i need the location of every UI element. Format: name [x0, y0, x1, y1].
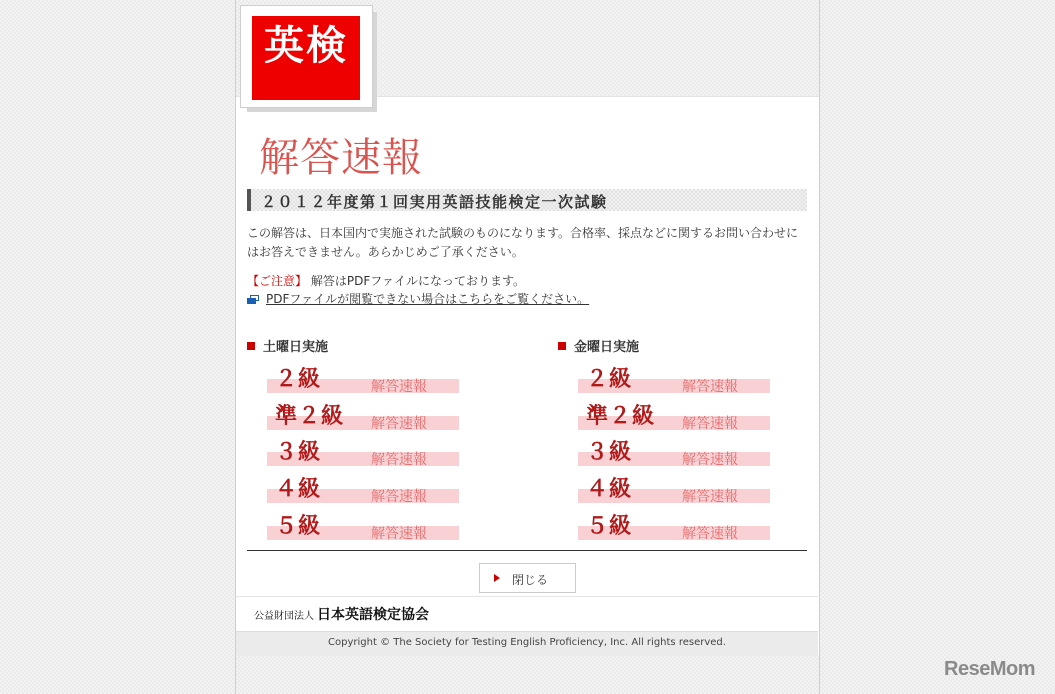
grade-label: ３級: [586, 440, 633, 465]
saturday-grade-pre2-link[interactable]: [267, 401, 459, 433]
answer-link[interactable]: 解答速報: [682, 379, 738, 395]
grade-label: ３級: [275, 440, 322, 465]
friday-header: [558, 340, 798, 358]
copyright-bar: [236, 631, 818, 656]
grade-label: ２級: [586, 367, 633, 392]
pdf-help-row: [247, 290, 589, 308]
friday-grade-5-link[interactable]: [578, 511, 770, 543]
organization-name: [254, 604, 429, 624]
exam-title-bar: [247, 189, 807, 211]
close-button-label: 閉じる: [512, 573, 549, 587]
section-divider: [247, 550, 807, 551]
org-main-name: 日本英語検定協会: [317, 607, 429, 623]
resemom-watermark: ReseMom: [944, 658, 1035, 680]
logo-text: 英検: [264, 23, 348, 69]
grade-label: 準２級: [586, 404, 656, 429]
grade-label: ５級: [275, 514, 322, 539]
answer-link[interactable]: 解答速報: [371, 526, 427, 542]
eiken-logo: [252, 16, 360, 100]
answer-link[interactable]: 解答速報: [371, 489, 427, 505]
saturday-grade-5-link[interactable]: [267, 511, 459, 543]
saturday-grade-3-link[interactable]: [267, 437, 459, 469]
caution-text: 解答はPDFファイルになっております。: [310, 274, 526, 288]
answer-link[interactable]: 解答速報: [371, 416, 427, 432]
org-prefix: 公益財団法人: [254, 611, 314, 622]
caution-line: [247, 272, 525, 290]
page-title: 解答速報: [259, 135, 423, 181]
answer-link[interactable]: 解答速報: [371, 452, 427, 468]
grade-label: ４級: [586, 477, 633, 502]
grade-label: 準２級: [275, 404, 345, 429]
grade-label: ４級: [275, 477, 322, 502]
friday-grade-4-link[interactable]: [578, 474, 770, 506]
answer-link[interactable]: 解答速報: [682, 416, 738, 432]
answer-link[interactable]: 解答速報: [682, 489, 738, 505]
exam-title: ２０１２年度第１回実用英語技能検定一次試験: [261, 193, 608, 211]
friday-grade-3-link[interactable]: [578, 437, 770, 469]
red-square-bullet-icon: [558, 342, 566, 350]
window-link-icon: [247, 295, 260, 304]
copyright-text: Copyright © The Society for Testing English Proficiency, Inc. All rights reserved.: [328, 637, 726, 648]
friday-grade-pre2-link[interactable]: [578, 401, 770, 433]
grade-label: ２級: [275, 367, 322, 392]
footer-divider: [235, 596, 818, 597]
answer-link[interactable]: 解答速報: [682, 452, 738, 468]
answer-link[interactable]: 解答速報: [682, 526, 738, 542]
saturday-header-label: 土曜日実施: [263, 340, 329, 355]
friday-header-label: 金曜日実施: [574, 340, 640, 355]
red-square-bullet-icon: [247, 342, 255, 350]
friday-column: [558, 340, 798, 542]
friday-grade-2-link[interactable]: [578, 364, 770, 396]
grade-label: ５級: [586, 514, 633, 539]
saturday-column: [247, 340, 487, 542]
notice-text: この解答は、日本国内で実施された試験のものになります。合格率、採点などに関するお問い合わせにはお答えできません。あらかじめご了承ください。: [247, 226, 799, 259]
caution-label: 【ご注意】: [247, 274, 308, 288]
saturday-grade-2-link[interactable]: [267, 364, 459, 396]
pdf-help-link[interactable]: PDFファイルが閲覧できない場合はこちらをご覧ください。: [266, 292, 590, 306]
answer-link[interactable]: 解答速報: [371, 379, 427, 395]
close-button[interactable]: [479, 563, 576, 593]
saturday-header: [247, 340, 487, 358]
right-triangle-arrow-icon: [494, 574, 500, 582]
saturday-grade-4-link[interactable]: [267, 474, 459, 506]
